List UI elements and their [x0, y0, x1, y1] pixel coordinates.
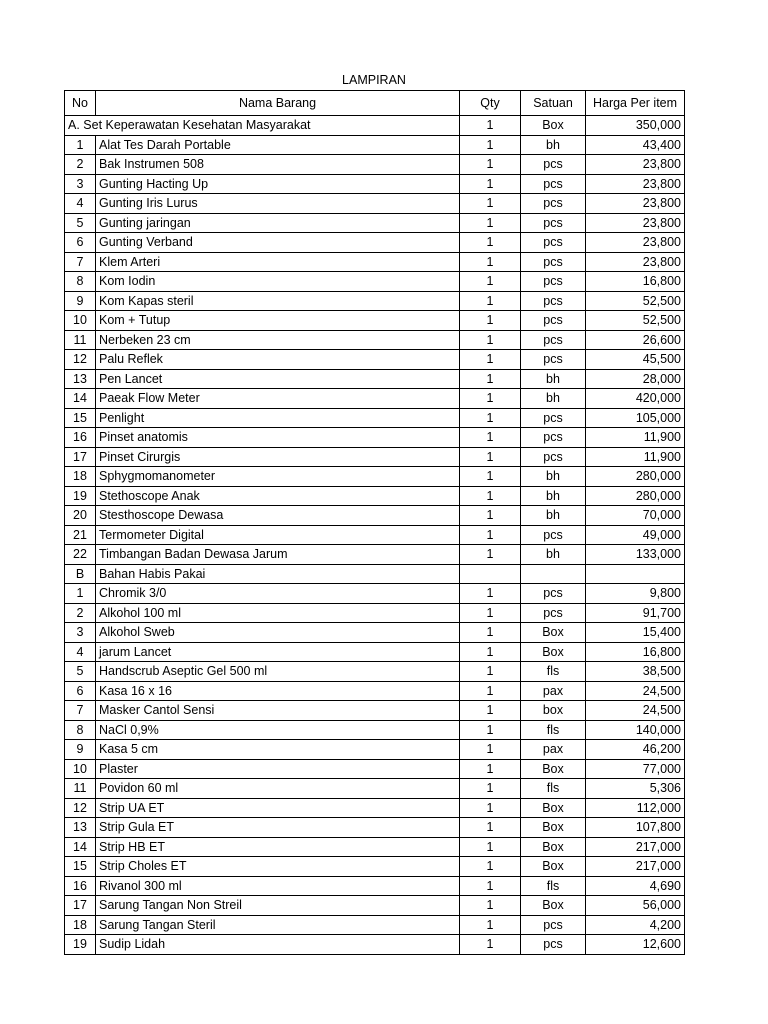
- cell-qty: 1: [460, 311, 521, 331]
- cell-satuan: bh: [521, 506, 586, 526]
- cell-satuan: Box: [521, 798, 586, 818]
- cell-price: 112,000: [586, 798, 685, 818]
- cell-price: 52,500: [586, 291, 685, 311]
- cell-qty: 1: [460, 759, 521, 779]
- cell-name: Plaster: [96, 759, 460, 779]
- cell-price: 4,200: [586, 915, 685, 935]
- table-row: [65, 740, 685, 760]
- table-row: [65, 876, 685, 896]
- cell-no: 14: [65, 837, 96, 857]
- cell-price: 24,500: [586, 681, 685, 701]
- cell-qty: 1: [460, 291, 521, 311]
- cell-no: 2: [65, 155, 96, 175]
- cell-satuan: bh: [521, 486, 586, 506]
- cell-price: 70,000: [586, 506, 685, 526]
- cell-satuan: bh: [521, 369, 586, 389]
- cell-qty: 1: [460, 935, 521, 955]
- cell-qty: 1: [460, 545, 521, 565]
- cell-satuan: Box: [521, 837, 586, 857]
- cell-price: 16,800: [586, 272, 685, 292]
- table-row: [65, 272, 685, 292]
- cell-no: 21: [65, 525, 96, 545]
- cell-price: 23,800: [586, 194, 685, 214]
- cell-no: 22: [65, 545, 96, 565]
- cell-qty: 1: [460, 701, 521, 721]
- cell-name: Chromik 3/0: [96, 584, 460, 604]
- cell-satuan: pcs: [521, 311, 586, 331]
- cell-name: NaCl 0,9%: [96, 720, 460, 740]
- table-row: [65, 525, 685, 545]
- cell-no: 9: [65, 740, 96, 760]
- item-table: [64, 90, 685, 955]
- cell-no: 3: [65, 623, 96, 643]
- cell-qty: 1: [460, 818, 521, 838]
- cell-name: Kom Iodin: [96, 272, 460, 292]
- cell-qty: 1: [460, 779, 521, 799]
- cell-qty: 1: [460, 233, 521, 253]
- cell-satuan: pcs: [521, 584, 586, 604]
- cell-name: Palu Reflek: [96, 350, 460, 370]
- cell-qty: 1: [460, 584, 521, 604]
- table-row: [65, 428, 685, 448]
- cell-name: Penlight: [96, 408, 460, 428]
- cell-name: Kom + Tutup: [96, 311, 460, 331]
- table-row: [65, 662, 685, 682]
- cell-no: 6: [65, 233, 96, 253]
- cell-satuan: bh: [521, 135, 586, 155]
- cell-qty: 1: [460, 213, 521, 233]
- cell-qty: 1: [460, 330, 521, 350]
- cell-price: 420,000: [586, 389, 685, 409]
- cell-name: Alkohol 100 ml: [96, 603, 460, 623]
- cell-no: 19: [65, 935, 96, 955]
- cell-satuan: pcs: [521, 330, 586, 350]
- cell-qty: 1: [460, 174, 521, 194]
- cell-qty: 1: [460, 876, 521, 896]
- cell-price: 38,500: [586, 662, 685, 682]
- cell-qty: 1: [460, 467, 521, 487]
- cell-price: 217,000: [586, 837, 685, 857]
- section-a-row: [65, 116, 685, 136]
- table-row: [65, 701, 685, 721]
- header-name: Nama Barang: [96, 91, 460, 116]
- section-b-row: [65, 564, 685, 584]
- table-row: [65, 155, 685, 175]
- section-b-qty: [460, 564, 521, 584]
- header-qty: Qty: [460, 91, 521, 116]
- table-row: [65, 350, 685, 370]
- cell-qty: 1: [460, 272, 521, 292]
- cell-price: 28,000: [586, 369, 685, 389]
- cell-no: 16: [65, 876, 96, 896]
- cell-price: 133,000: [586, 545, 685, 565]
- section-b-label: Bahan Habis Pakai: [96, 564, 460, 584]
- cell-name: Sudip Lidah: [96, 935, 460, 955]
- table-row: [65, 603, 685, 623]
- cell-price: 23,800: [586, 233, 685, 253]
- cell-price: 45,500: [586, 350, 685, 370]
- cell-name: Gunting Iris Lurus: [96, 194, 460, 214]
- cell-name: jarum Lancet: [96, 642, 460, 662]
- cell-name: Pinset Cirurgis: [96, 447, 460, 467]
- cell-price: 15,400: [586, 623, 685, 643]
- cell-price: 5,306: [586, 779, 685, 799]
- table-row: [65, 486, 685, 506]
- cell-qty: 1: [460, 681, 521, 701]
- cell-name: Stethoscope Anak: [96, 486, 460, 506]
- cell-no: 8: [65, 272, 96, 292]
- cell-no: 14: [65, 389, 96, 409]
- cell-no: 16: [65, 428, 96, 448]
- cell-no: 7: [65, 252, 96, 272]
- cell-satuan: Box: [521, 896, 586, 916]
- cell-name: Stesthoscope Dewasa: [96, 506, 460, 526]
- cell-qty: 1: [460, 486, 521, 506]
- cell-satuan: pcs: [521, 350, 586, 370]
- cell-qty: 1: [460, 720, 521, 740]
- table-row: [65, 681, 685, 701]
- table-row: [65, 798, 685, 818]
- cell-name: Klem Arteri: [96, 252, 460, 272]
- table-row: [65, 857, 685, 877]
- cell-price: 16,800: [586, 642, 685, 662]
- cell-price: 56,000: [586, 896, 685, 916]
- cell-no: 7: [65, 701, 96, 721]
- cell-name: Rivanol 300 ml: [96, 876, 460, 896]
- cell-qty: 1: [460, 447, 521, 467]
- table-row: [65, 584, 685, 604]
- cell-qty: 1: [460, 408, 521, 428]
- cell-satuan: box: [521, 701, 586, 721]
- cell-price: 105,000: [586, 408, 685, 428]
- cell-qty: 1: [460, 155, 521, 175]
- cell-qty: 1: [460, 623, 521, 643]
- cell-price: 24,500: [586, 701, 685, 721]
- table-row: [65, 135, 685, 155]
- cell-qty: 1: [460, 662, 521, 682]
- cell-satuan: pcs: [521, 233, 586, 253]
- table-row: [65, 915, 685, 935]
- cell-satuan: Box: [521, 642, 586, 662]
- cell-satuan: pcs: [521, 155, 586, 175]
- cell-name: Termometer Digital: [96, 525, 460, 545]
- cell-qty: 1: [460, 915, 521, 935]
- table-row: [65, 194, 685, 214]
- cell-no: 5: [65, 213, 96, 233]
- cell-price: 77,000: [586, 759, 685, 779]
- cell-satuan: pcs: [521, 213, 586, 233]
- table-row: [65, 935, 685, 955]
- cell-name: Alat Tes Darah Portable: [96, 135, 460, 155]
- cell-satuan: pax: [521, 740, 586, 760]
- cell-no: 15: [65, 857, 96, 877]
- table-row: [65, 642, 685, 662]
- header-no: No: [65, 91, 96, 116]
- table-row: [65, 506, 685, 526]
- table-row: [65, 896, 685, 916]
- cell-name: Timbangan Badan Dewasa Jarum: [96, 545, 460, 565]
- table-row: [65, 623, 685, 643]
- cell-price: 52,500: [586, 311, 685, 331]
- cell-no: 10: [65, 759, 96, 779]
- document-title: LAMPIRAN: [342, 73, 406, 87]
- cell-qty: 1: [460, 506, 521, 526]
- cell-name: Strip HB ET: [96, 837, 460, 857]
- cell-satuan: pcs: [521, 447, 586, 467]
- cell-satuan: pcs: [521, 603, 586, 623]
- cell-no: 19: [65, 486, 96, 506]
- cell-name: Sphygmomanometer: [96, 467, 460, 487]
- cell-qty: 1: [460, 389, 521, 409]
- cell-satuan: pax: [521, 681, 586, 701]
- cell-no: 12: [65, 798, 96, 818]
- section-a-price: 350,000: [586, 116, 685, 136]
- section-b-no: B: [65, 564, 96, 584]
- cell-no: 18: [65, 467, 96, 487]
- table-row: [65, 779, 685, 799]
- cell-name: Paeak Flow Meter: [96, 389, 460, 409]
- cell-satuan: pcs: [521, 935, 586, 955]
- cell-no: 11: [65, 779, 96, 799]
- section-a-qty: 1: [460, 116, 521, 136]
- cell-satuan: pcs: [521, 915, 586, 935]
- cell-satuan: fls: [521, 662, 586, 682]
- table-row: [65, 818, 685, 838]
- table-row: [65, 311, 685, 331]
- cell-satuan: fls: [521, 779, 586, 799]
- cell-price: 23,800: [586, 155, 685, 175]
- table-row: [65, 467, 685, 487]
- table-row: [65, 720, 685, 740]
- cell-no: 6: [65, 681, 96, 701]
- cell-name: Strip UA ET: [96, 798, 460, 818]
- cell-no: 17: [65, 896, 96, 916]
- cell-qty: 1: [460, 642, 521, 662]
- cell-no: 1: [65, 135, 96, 155]
- cell-price: 4,690: [586, 876, 685, 896]
- cell-no: 20: [65, 506, 96, 526]
- table-row: [65, 545, 685, 565]
- cell-satuan: pcs: [521, 174, 586, 194]
- section-a-satuan: Box: [521, 116, 586, 136]
- cell-satuan: bh: [521, 467, 586, 487]
- table-row: [65, 759, 685, 779]
- table-row: [65, 233, 685, 253]
- cell-qty: 1: [460, 603, 521, 623]
- cell-name: Gunting jaringan: [96, 213, 460, 233]
- cell-qty: 1: [460, 369, 521, 389]
- cell-price: 23,800: [586, 252, 685, 272]
- cell-satuan: Box: [521, 759, 586, 779]
- table-row: [65, 291, 685, 311]
- cell-no: 15: [65, 408, 96, 428]
- cell-price: 23,800: [586, 174, 685, 194]
- cell-name: Masker Cantol Sensi: [96, 701, 460, 721]
- cell-price: 49,000: [586, 525, 685, 545]
- cell-satuan: pcs: [521, 291, 586, 311]
- cell-no: 11: [65, 330, 96, 350]
- cell-name: Sarung Tangan Steril: [96, 915, 460, 935]
- cell-qty: 1: [460, 837, 521, 857]
- cell-satuan: Box: [521, 857, 586, 877]
- cell-no: 18: [65, 915, 96, 935]
- cell-satuan: pcs: [521, 408, 586, 428]
- cell-qty: 1: [460, 896, 521, 916]
- table-row: [65, 369, 685, 389]
- cell-qty: 1: [460, 740, 521, 760]
- cell-name: Sarung Tangan Non Streil: [96, 896, 460, 916]
- cell-no: 12: [65, 350, 96, 370]
- cell-price: 12,600: [586, 935, 685, 955]
- cell-no: 5: [65, 662, 96, 682]
- cell-price: 23,800: [586, 213, 685, 233]
- cell-qty: 1: [460, 857, 521, 877]
- cell-name: Povidon 60 ml: [96, 779, 460, 799]
- header-price: Harga Per item: [586, 91, 685, 116]
- cell-price: 140,000: [586, 720, 685, 740]
- cell-name: Alkohol Sweb: [96, 623, 460, 643]
- cell-no: 1: [65, 584, 96, 604]
- section-a-label: A. Set Keperawatan Kesehatan Masyarakat: [65, 116, 460, 136]
- cell-name: Pen Lancet: [96, 369, 460, 389]
- cell-no: 4: [65, 194, 96, 214]
- cell-price: 280,000: [586, 467, 685, 487]
- cell-name: Nerbeken 23 cm: [96, 330, 460, 350]
- cell-name: Kasa 5 cm: [96, 740, 460, 760]
- cell-satuan: pcs: [521, 428, 586, 448]
- cell-satuan: pcs: [521, 194, 586, 214]
- cell-name: Gunting Hacting Up: [96, 174, 460, 194]
- table-row: [65, 408, 685, 428]
- cell-name: Handscrub Aseptic Gel 500 ml: [96, 662, 460, 682]
- cell-satuan: fls: [521, 720, 586, 740]
- cell-price: 46,200: [586, 740, 685, 760]
- cell-name: Strip Choles ET: [96, 857, 460, 877]
- cell-no: 4: [65, 642, 96, 662]
- cell-satuan: bh: [521, 545, 586, 565]
- cell-no: 10: [65, 311, 96, 331]
- cell-no: 13: [65, 818, 96, 838]
- header-row: [65, 91, 685, 116]
- cell-satuan: Box: [521, 623, 586, 643]
- cell-qty: 1: [460, 428, 521, 448]
- table-row: [65, 252, 685, 272]
- cell-satuan: pcs: [521, 525, 586, 545]
- section-b-price: [586, 564, 685, 584]
- cell-price: 43,400: [586, 135, 685, 155]
- table-row: [65, 330, 685, 350]
- cell-qty: 1: [460, 135, 521, 155]
- cell-price: 26,600: [586, 330, 685, 350]
- table-row: [65, 447, 685, 467]
- cell-qty: 1: [460, 350, 521, 370]
- cell-satuan: pcs: [521, 252, 586, 272]
- table-row: [65, 837, 685, 857]
- cell-no: 17: [65, 447, 96, 467]
- cell-qty: 1: [460, 525, 521, 545]
- table-row: [65, 213, 685, 233]
- table-row: [65, 389, 685, 409]
- cell-price: 217,000: [586, 857, 685, 877]
- cell-qty: 1: [460, 798, 521, 818]
- cell-name: Gunting Verband: [96, 233, 460, 253]
- cell-price: 11,900: [586, 447, 685, 467]
- cell-price: 9,800: [586, 584, 685, 604]
- cell-satuan: fls: [521, 876, 586, 896]
- cell-name: Strip Gula ET: [96, 818, 460, 838]
- cell-no: 9: [65, 291, 96, 311]
- cell-no: 8: [65, 720, 96, 740]
- table-row: [65, 174, 685, 194]
- cell-satuan: Box: [521, 818, 586, 838]
- cell-no: 13: [65, 369, 96, 389]
- header-satuan: Satuan: [521, 91, 586, 116]
- cell-price: 11,900: [586, 428, 685, 448]
- cell-satuan: pcs: [521, 272, 586, 292]
- cell-name: Pinset anatomis: [96, 428, 460, 448]
- cell-name: Kom Kapas steril: [96, 291, 460, 311]
- cell-price: 107,800: [586, 818, 685, 838]
- cell-no: 2: [65, 603, 96, 623]
- cell-price: 91,700: [586, 603, 685, 623]
- section-b-satuan: [521, 564, 586, 584]
- cell-qty: 1: [460, 194, 521, 214]
- cell-satuan: bh: [521, 389, 586, 409]
- cell-name: Bak Instrumen 508: [96, 155, 460, 175]
- cell-qty: 1: [460, 252, 521, 272]
- cell-no: 3: [65, 174, 96, 194]
- cell-name: Kasa 16 x 16: [96, 681, 460, 701]
- cell-price: 280,000: [586, 486, 685, 506]
